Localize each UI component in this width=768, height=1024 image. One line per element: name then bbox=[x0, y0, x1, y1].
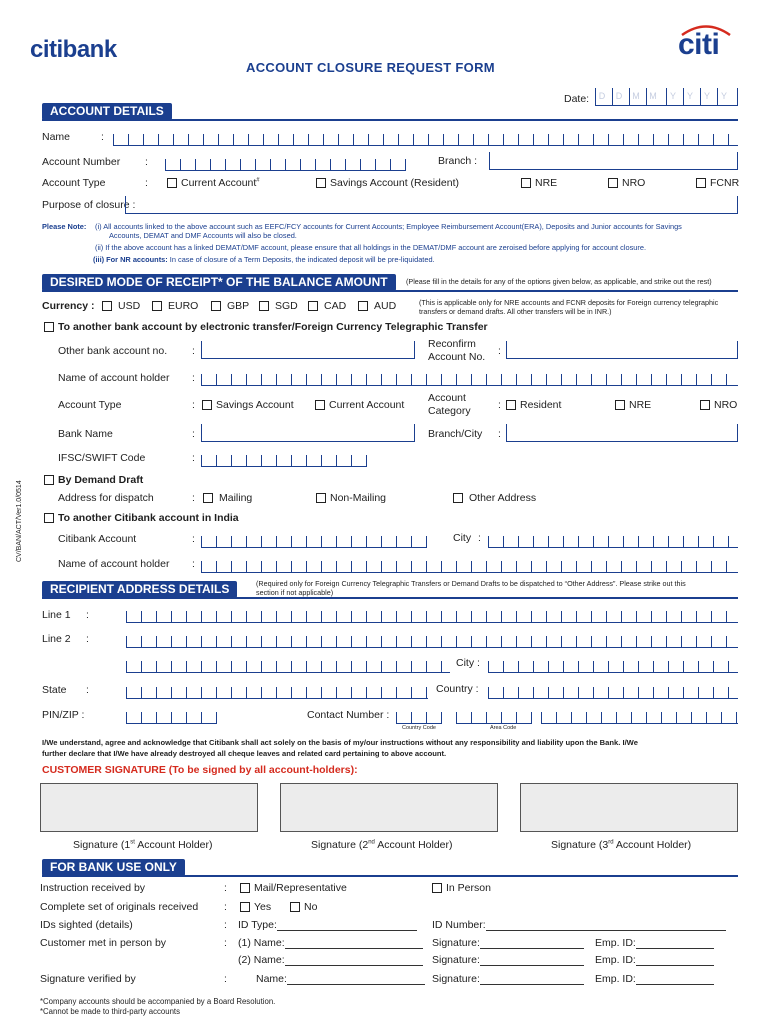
non-mailing-checkbox[interactable] bbox=[316, 493, 326, 503]
country-code-input[interactable] bbox=[396, 706, 442, 724]
id-type-label: ID Type: bbox=[238, 919, 417, 931]
other-bank-account-input[interactable] bbox=[201, 341, 415, 359]
footnote-1: *Company accounts should be accompanied by a Board Resolution. bbox=[40, 997, 276, 1006]
gbp-checkbox[interactable] bbox=[211, 301, 221, 311]
demand-draft-checkbox[interactable] bbox=[44, 475, 54, 485]
sgd-checkbox[interactable] bbox=[259, 301, 269, 311]
aud-checkbox[interactable] bbox=[358, 301, 368, 311]
note-i: (i) All accounts linked to the above account such as EEFC/FCY accounts for Current Accounts; Employee Reimbursement Account(ERA), Deposits and Junior accounts for Savings bbox=[95, 222, 682, 231]
contact-label: Contact Number : bbox=[307, 709, 390, 721]
other-address-checkbox[interactable] bbox=[453, 493, 463, 503]
recipient-note: (Required only for Foreign Currency Telegraphic Transfers or Demand Drafts to be dispatched to “Other Address”. Please strike out this bbox=[256, 579, 686, 588]
demand-draft-label: By Demand Draft bbox=[58, 474, 144, 486]
area-code-caption: Area Code bbox=[490, 725, 517, 731]
branch-label: Branch : bbox=[438, 155, 478, 167]
in-person-checkbox[interactable] bbox=[432, 883, 442, 893]
section-rule bbox=[42, 119, 738, 121]
instruction-label: Instruction received by bbox=[40, 882, 146, 894]
recipient-city-label: City : bbox=[456, 657, 480, 669]
signature-1-caption: Signature (1st Account Holder) bbox=[73, 839, 213, 851]
reconfirm-account-input[interactable] bbox=[506, 341, 738, 359]
receipt-savings-checkbox[interactable] bbox=[202, 400, 212, 410]
receipt-nro-checkbox[interactable] bbox=[700, 400, 710, 410]
current-account-label: Current Account bbox=[181, 177, 257, 189]
signature-2-caption: Signature (2nd Account Holder) bbox=[311, 839, 453, 851]
contact-number-input[interactable] bbox=[541, 706, 738, 724]
ifsc-input[interactable] bbox=[201, 449, 367, 467]
receipt-nre-checkbox[interactable] bbox=[615, 400, 625, 410]
city-input[interactable] bbox=[488, 530, 738, 548]
current-account-checkbox[interactable] bbox=[167, 178, 177, 188]
date-label: Date: bbox=[564, 93, 590, 105]
date-field[interactable]: D D M M Y Y Y Y bbox=[595, 88, 738, 106]
resident-checkbox[interactable] bbox=[506, 400, 516, 410]
account-holder-2-label: Name of account holder bbox=[58, 558, 170, 570]
met-emp-1: Emp. ID: bbox=[595, 937, 714, 949]
line1-label: Line 1 bbox=[42, 609, 71, 621]
section-receipt: DESIRED MODE OF RECEIPT* OF THE BALANCE AMOUNT bbox=[42, 274, 396, 291]
verified-name: Name: bbox=[256, 973, 425, 985]
signature-3-caption: Signature (3rd Account Holder) bbox=[551, 839, 692, 851]
dispatch-label: Address for dispatch bbox=[58, 492, 154, 504]
area-code-input[interactable] bbox=[456, 706, 532, 724]
fcnr-label: FCNR bbox=[710, 177, 740, 189]
footnote-2: *Cannot be made to third-party accounts bbox=[40, 1007, 180, 1016]
cad-checkbox[interactable] bbox=[308, 301, 318, 311]
name-input[interactable] bbox=[113, 128, 738, 146]
transfer-option-label: To another bank account by electronic transfer/Foreign Currency Telegraphic Transfer bbox=[58, 321, 488, 333]
please-note-label: Please Note: bbox=[42, 222, 87, 231]
state-label: State bbox=[42, 684, 67, 696]
receipt-current-checkbox[interactable] bbox=[315, 400, 325, 410]
account-category-label: Account bbox=[428, 392, 466, 404]
bank-name-label: Bank Name bbox=[58, 428, 113, 440]
citibank-option-checkbox[interactable] bbox=[44, 513, 54, 523]
account-holder-2-input[interactable] bbox=[201, 555, 738, 573]
line2-input[interactable] bbox=[126, 630, 738, 648]
recipient-city-input[interactable] bbox=[488, 655, 738, 673]
branch-city-label: Branch/City bbox=[428, 428, 483, 440]
citibank-account-label: Citibank Account bbox=[58, 533, 137, 545]
line1-input[interactable] bbox=[126, 605, 738, 623]
signature-box-3[interactable] bbox=[520, 783, 738, 832]
citi-arc-icon bbox=[676, 22, 736, 36]
citi-logo: citi bbox=[678, 28, 720, 61]
met-name-1: (1) Name: bbox=[238, 937, 423, 949]
met-emp-2: Emp. ID: bbox=[595, 954, 714, 966]
citibank-logo: citibank bbox=[30, 36, 117, 63]
country-input[interactable] bbox=[488, 681, 738, 699]
verified-emp: Emp. ID: bbox=[595, 973, 714, 985]
ifsc-label: IFSC/SWIFT Code bbox=[58, 452, 146, 464]
savings-account-label: Savings Account (Resident) bbox=[330, 177, 459, 189]
originals-label: Complete set of originals received bbox=[40, 901, 199, 913]
pin-label: PIN/ZIP : bbox=[42, 709, 85, 721]
pin-input[interactable] bbox=[126, 706, 217, 724]
met-signature-2: Signature: bbox=[432, 954, 584, 966]
account-holder-input[interactable] bbox=[201, 368, 738, 386]
id-number-label: ID Number: bbox=[432, 919, 726, 931]
receipt-account-type-label: Account Type bbox=[58, 399, 122, 411]
verified-label: Signature verified by bbox=[40, 973, 136, 985]
ids-label: IDs sighted (details) bbox=[40, 919, 133, 931]
note-iii: (iii) For NR accounts: In case of closure of a Term Deposits, the indicated deposit will be pre-liquidated. bbox=[93, 255, 435, 264]
nro-label: NRO bbox=[622, 177, 646, 189]
currency-note: (This is applicable only for NRE accounts and FCNR deposits for Foreign currency telegraphic bbox=[419, 298, 719, 307]
met-label: Customer met in person by bbox=[40, 937, 167, 949]
euro-checkbox[interactable] bbox=[152, 301, 162, 311]
mailing-checkbox[interactable] bbox=[203, 493, 213, 503]
verified-signature: Signature: bbox=[432, 973, 584, 985]
form-code: CV/BAN/ACT/Ver1.0/0514 bbox=[16, 480, 23, 562]
line2-label: Line 2 bbox=[42, 633, 71, 645]
yes-checkbox[interactable] bbox=[240, 902, 250, 912]
other-bank-account-label: Other bank account no. bbox=[58, 345, 168, 357]
branch-input[interactable] bbox=[489, 152, 738, 170]
section-recipient: RECIPIENT ADDRESS DETAILS bbox=[42, 581, 237, 598]
fcnr-checkbox[interactable] bbox=[696, 178, 706, 188]
bank-name-input[interactable] bbox=[201, 424, 415, 442]
citibank-account-input[interactable] bbox=[201, 530, 427, 548]
country-code-caption: Country Code bbox=[402, 725, 436, 731]
usd-checkbox[interactable] bbox=[102, 301, 112, 311]
receipt-note: (Please fill in the details for any of the options given below, as applicable, and strike out the rest) bbox=[406, 277, 712, 286]
signature-box-1[interactable] bbox=[40, 783, 258, 832]
currency-label: Currency : bbox=[42, 300, 95, 312]
purpose-input[interactable] bbox=[125, 196, 738, 214]
transfer-option-checkbox[interactable] bbox=[44, 322, 54, 332]
account-number-input[interactable] bbox=[165, 153, 406, 171]
declaration-text: I/We understand, agree and acknowledge that Citibank shall act solely on the basis of my/our instructions without any responsibility and liability upon the Bank. I/We bbox=[42, 738, 638, 747]
name-label: Name bbox=[42, 131, 71, 143]
met-name-2: (2) Name: bbox=[238, 954, 423, 966]
no-checkbox[interactable] bbox=[290, 902, 300, 912]
line3-input[interactable] bbox=[126, 655, 450, 673]
section-account-details: ACCOUNT DETAILS bbox=[42, 103, 172, 120]
purpose-label: Purpose of closure : bbox=[42, 199, 136, 211]
city-label: City bbox=[453, 532, 472, 544]
met-signature-1: Signature: bbox=[432, 937, 584, 949]
section-bank-use: FOR BANK USE ONLY bbox=[42, 859, 185, 876]
account-number-label: Account Number bbox=[42, 156, 121, 168]
savings-account-checkbox[interactable] bbox=[316, 178, 326, 188]
mail-representative-checkbox[interactable] bbox=[240, 883, 250, 893]
nre-label: NRE bbox=[535, 177, 558, 189]
citibank-option-label: To another Citibank account in India bbox=[58, 512, 239, 524]
nro-checkbox[interactable] bbox=[608, 178, 618, 188]
account-type-label: Account Type bbox=[42, 177, 106, 189]
reconfirm-label: Reconfirm bbox=[428, 338, 476, 350]
note-ii: (ii) If the above account has a linked DEMAT/DMF account, please ensure that all holdings in the DEMAT/DMF account are zeroised before applying for account closure. bbox=[95, 243, 647, 252]
form-title: ACCOUNT CLOSURE REQUEST FORM bbox=[246, 60, 495, 75]
customer-signature-heading: CUSTOMER SIGNATURE (To be signed by all account-holders): bbox=[42, 764, 358, 776]
signature-box-2[interactable] bbox=[280, 783, 498, 832]
branch-city-input[interactable] bbox=[506, 424, 738, 442]
state-input[interactable] bbox=[126, 681, 428, 699]
account-holder-label: Name of account holder bbox=[58, 372, 170, 384]
nre-checkbox[interactable] bbox=[521, 178, 531, 188]
country-label: Country : bbox=[436, 683, 479, 695]
